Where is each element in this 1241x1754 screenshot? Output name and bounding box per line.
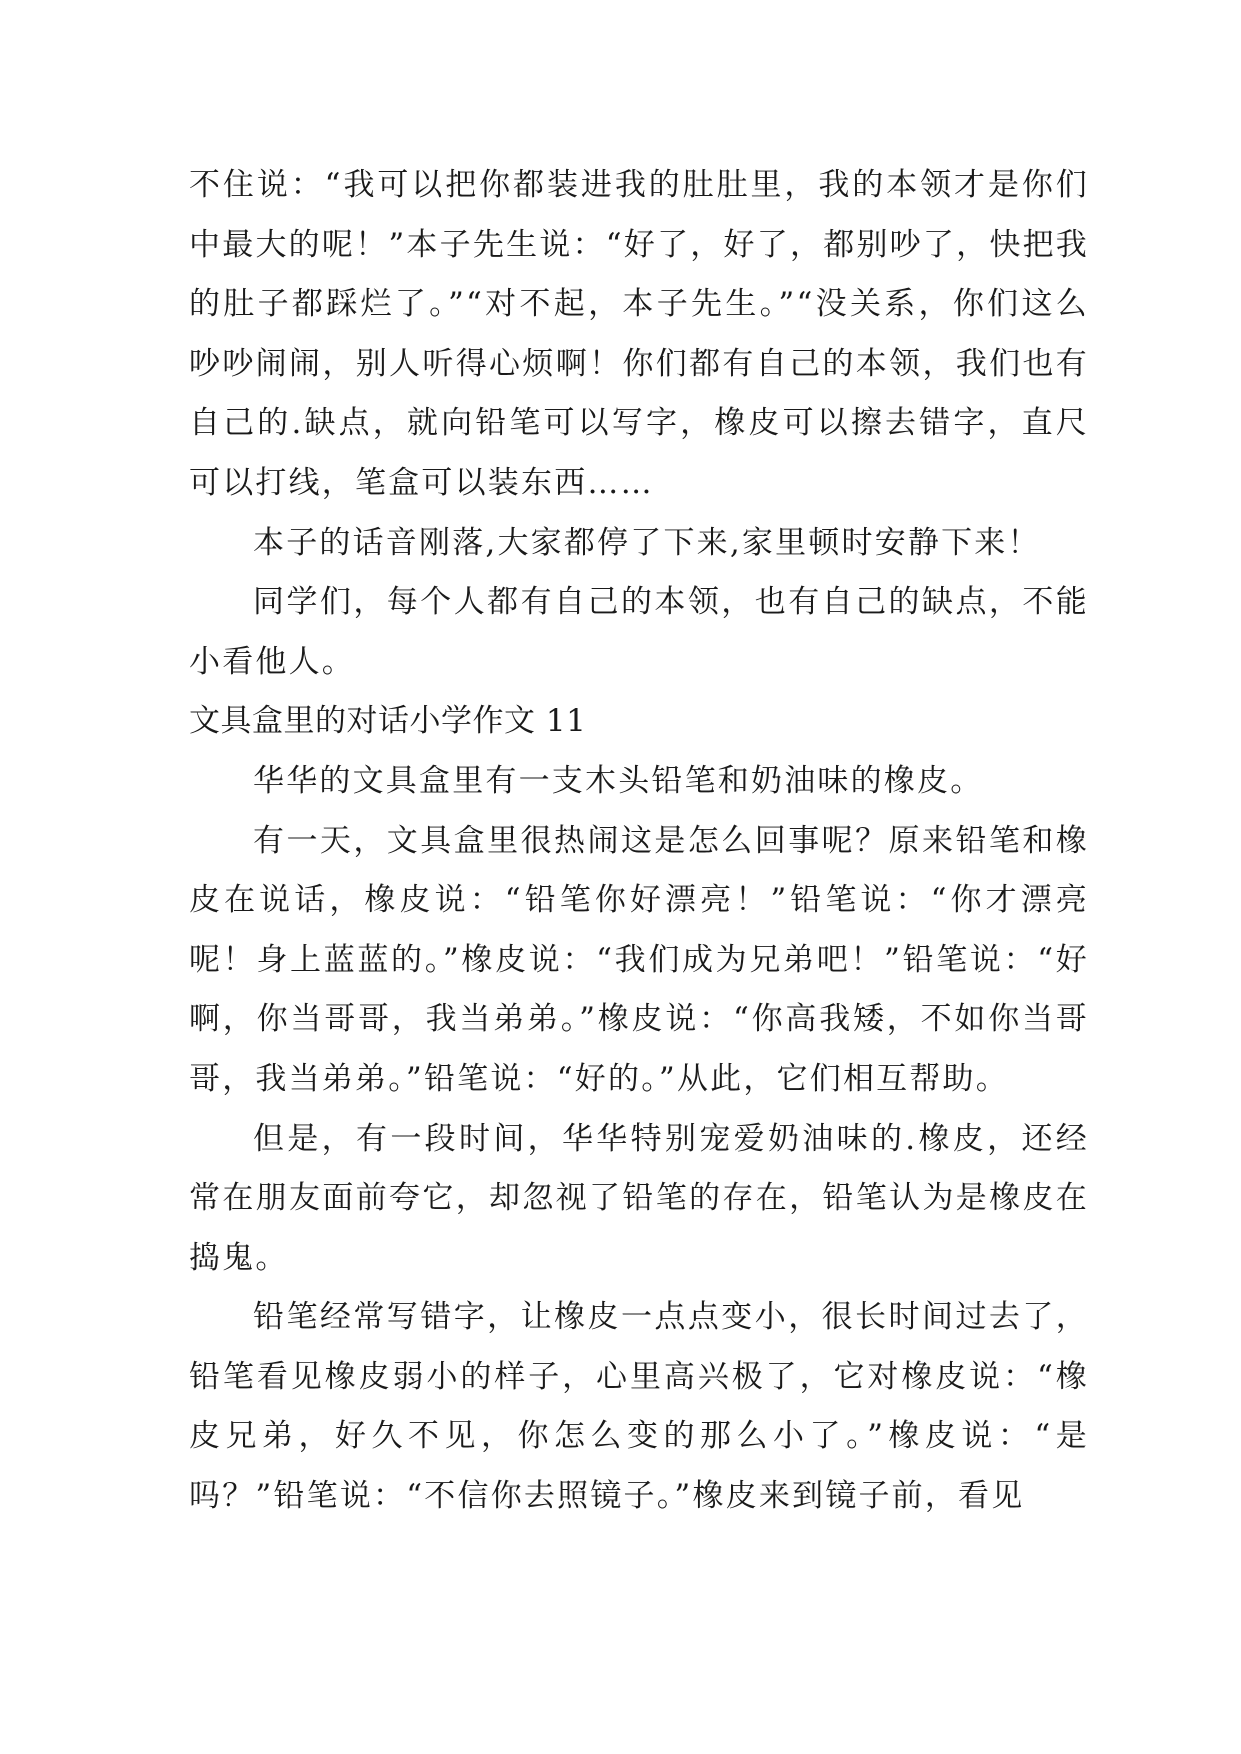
paragraph-turn: 但是，有一段时间，华华特别宠爱奶油味的.橡皮，还经常在朋友面前夸它，却忽视了铅笔的存在，铅笔认为是橡皮在捣鬼。 (189, 1120, 1089, 1276)
paragraph-continuation: 不住说：“我可以把你都装进我的肚肚里，我的本领才是你们中最大的呢！”本子先生说：“好了，好了，都别吵了，快把我的肚子都踩烂了。”“对不起，本子先生。”“没关系，你们这么吵吵闹闹，别人听得心烦啊！你们都有自己的本领，我们也有自己的.缺点，就向铅笔可以写字，橡皮可以擦去错字，直尺可以打线，笔盒可以装东西…… (189, 167, 1089, 501)
paragraph-quiet: 本子的话音刚落,大家都停了下来,家里顿时安静下来！ (253, 524, 1041, 561)
paragraph-moral: 同学们，每个人都有自己的本领，也有自己的缺点，不能小看他人。 (189, 584, 1089, 680)
section-title: 文具盒里的对话小学作文 11 (189, 703, 587, 740)
paragraph-dialogue: 有一天，文具盒里很热闹这是怎么回事呢？原来铅笔和橡皮在说话，橡皮说：“铅笔你好漂亮！”铅笔说：“你才漂亮呢！身上蓝蓝的。”橡皮说：“我们成为兄弟吧！”铅笔说：“好啊，你当哥哥，我当弟弟。”橡皮说：“你高我矮，不如你当哥哥，我当弟弟。”铅笔说：“好的。”从此，它们相互帮助。 (189, 822, 1089, 1097)
document-body (189, 156, 1089, 1527)
paragraph-conflict: 铅笔经常写错字，让橡皮一点点变小，很长时间过去了，铅笔看见橡皮弱小的样子，心里高兴极了，它对橡皮说：“橡皮兄弟，好久不见，你怎么变的那么小了。”橡皮说：“是吗？”铅笔说：“不信你去照镜子。”橡皮来到镜子前，看见 (189, 1299, 1089, 1515)
paragraph-intro: 华华的文具盒里有一支木头铅笔和奶油味的橡皮。 (253, 762, 984, 799)
